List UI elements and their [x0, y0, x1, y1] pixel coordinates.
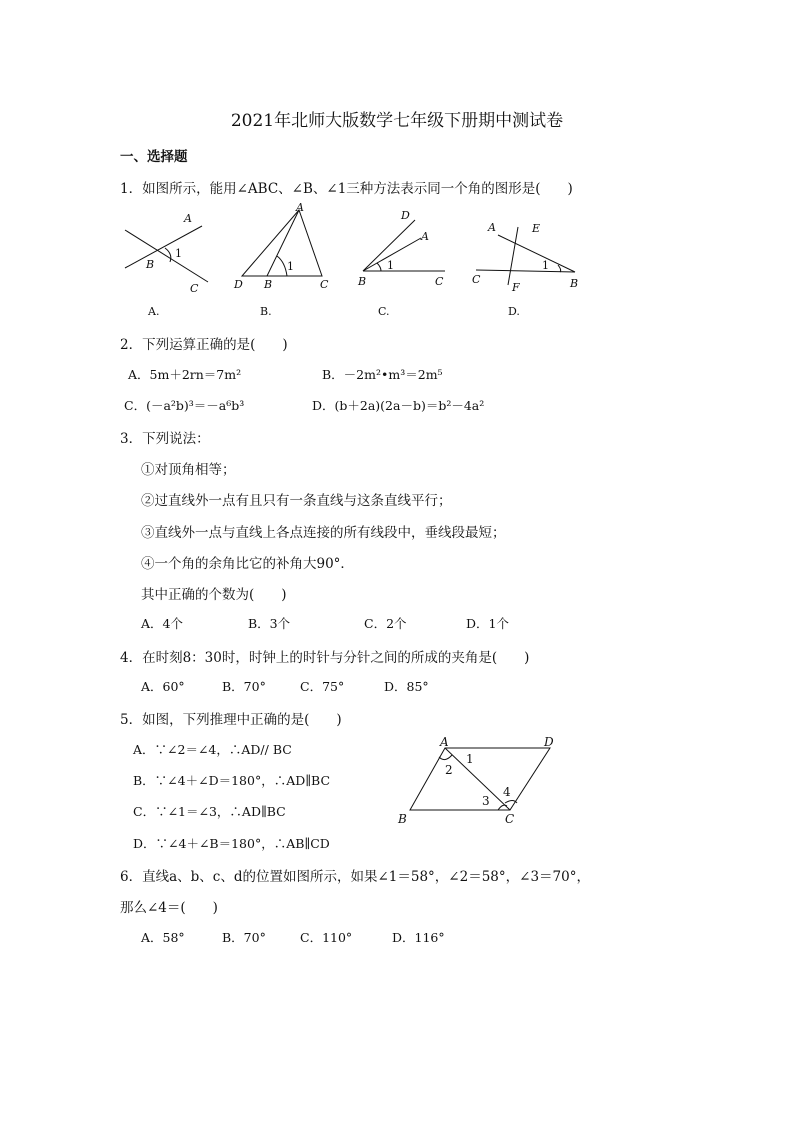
q6-option-d: D．116° — [392, 930, 445, 945]
q3-option-c: C．2个 — [364, 616, 407, 631]
q3-statement-3: ③直线外一点与直线上各点连接的所有线段中，垂线段最短； — [141, 525, 506, 541]
q3-option-b: B．3个 — [248, 616, 291, 631]
label-C: C — [472, 273, 481, 286]
q5-option-d: D．∵∠4＋∠B＝180°，∴AB∥CD — [133, 836, 330, 851]
angle-1: 1 — [542, 259, 549, 272]
q1-figure-b — [232, 200, 337, 295]
label-C: C — [435, 275, 444, 288]
label-A: A — [440, 735, 449, 749]
q1-caption-d: D. — [508, 305, 520, 318]
q1-figure-c — [355, 205, 455, 295]
q6-option-a: A．58° — [141, 930, 185, 945]
q6-stem-continued: 那么∠4＝( ) — [120, 900, 218, 916]
angle-1: 1 — [175, 247, 182, 260]
q1-caption-c: C. — [378, 305, 390, 318]
label-C: C — [505, 812, 515, 826]
q6-stem: 6．直线a、b、c、d的位置如图所示，如果∠1＝58°，∠2＝58°，∠3＝70°， — [120, 869, 590, 885]
label-A: A — [488, 221, 496, 234]
q5-stem: 5．如图，下列推理中正确的是( ) — [120, 712, 342, 728]
label-B: B — [570, 277, 579, 290]
angle-1: 1 — [387, 259, 394, 272]
label-D: D — [234, 278, 243, 291]
q3-statement-1: ①对顶角相等； — [141, 462, 236, 478]
q2-option-c: C．(－a²b)³＝－a⁶b³ — [124, 398, 245, 413]
label-B: B — [264, 278, 273, 291]
q2-option-d: D．(b＋2a)(2a－b)＝b²－4a² — [312, 398, 485, 413]
page-title: 2021年北师大版数学七年级下册期中测试卷 — [230, 111, 564, 131]
q5-option-a: A．∵∠2＝∠4，∴AD// BC — [133, 742, 292, 757]
angle-1: 1 — [466, 752, 474, 766]
q4-option-d: D．85° — [384, 679, 429, 694]
label-D: D — [544, 735, 554, 749]
q3-stem: 3．下列说法： — [120, 431, 210, 447]
q5-option-b: B．∵∠4＋∠D＝180°，∴AD∥BC — [133, 773, 331, 788]
q2-stem: 2．下列运算正确的是( ) — [120, 337, 288, 353]
angle-1: 1 — [287, 260, 294, 273]
q3-question: 其中正确的个数为( ) — [141, 587, 287, 603]
angle-2: 2 — [445, 763, 453, 777]
q4-option-b: B．70° — [222, 679, 266, 694]
q4-option-a: A．60° — [141, 679, 185, 694]
angle-4: 4 — [503, 785, 511, 799]
label-C: C — [320, 278, 329, 291]
q1-stem: 1．如图所示，能用∠ABC、∠B、∠1三种方法表示同一个角的图形是( ) — [120, 181, 573, 197]
q4-option-c: C．75° — [300, 679, 345, 694]
q2-option-a: A．5m＋2rn＝7m² — [128, 367, 242, 382]
q3-statement-4: ④一个角的余角比它的补角大90°． — [141, 556, 354, 572]
label-A: A — [184, 212, 192, 225]
q3-option-a: A．4个 — [141, 616, 183, 631]
label-E: E — [532, 222, 541, 235]
q1-figure-a — [120, 210, 220, 300]
label-B: B — [358, 275, 367, 288]
section-heading: 一、选择题 — [120, 149, 188, 165]
q1-caption-a: A. — [148, 305, 160, 318]
q4-stem: 4．在时刻8：30时，时钟上的时针与分针之间的所成的夹角是( ) — [120, 650, 530, 666]
q5-figure — [395, 733, 570, 828]
angle-3: 3 — [482, 794, 490, 808]
q3-option-d: D．1个 — [466, 616, 509, 631]
q6-option-c: C．110° — [300, 930, 353, 945]
q6-option-b: B．70° — [222, 930, 266, 945]
q2-option-b: B．－2m²•m³＝2m⁵ — [322, 367, 443, 382]
q1-caption-b: B. — [260, 305, 272, 318]
label-A: A — [296, 201, 304, 214]
q3-statement-2: ②过直线外一点有且只有一条直线与这条直线平行； — [141, 493, 452, 509]
label-F: F — [512, 281, 520, 294]
label-D: D — [401, 209, 410, 222]
label-A: A — [421, 230, 429, 243]
label-B: B — [398, 812, 407, 826]
label-C: C — [190, 282, 199, 295]
label-B: B — [146, 258, 155, 271]
q1-figure-d — [470, 215, 585, 295]
q5-option-c: C．∵∠1＝∠3，∴AD∥BC — [133, 804, 286, 819]
